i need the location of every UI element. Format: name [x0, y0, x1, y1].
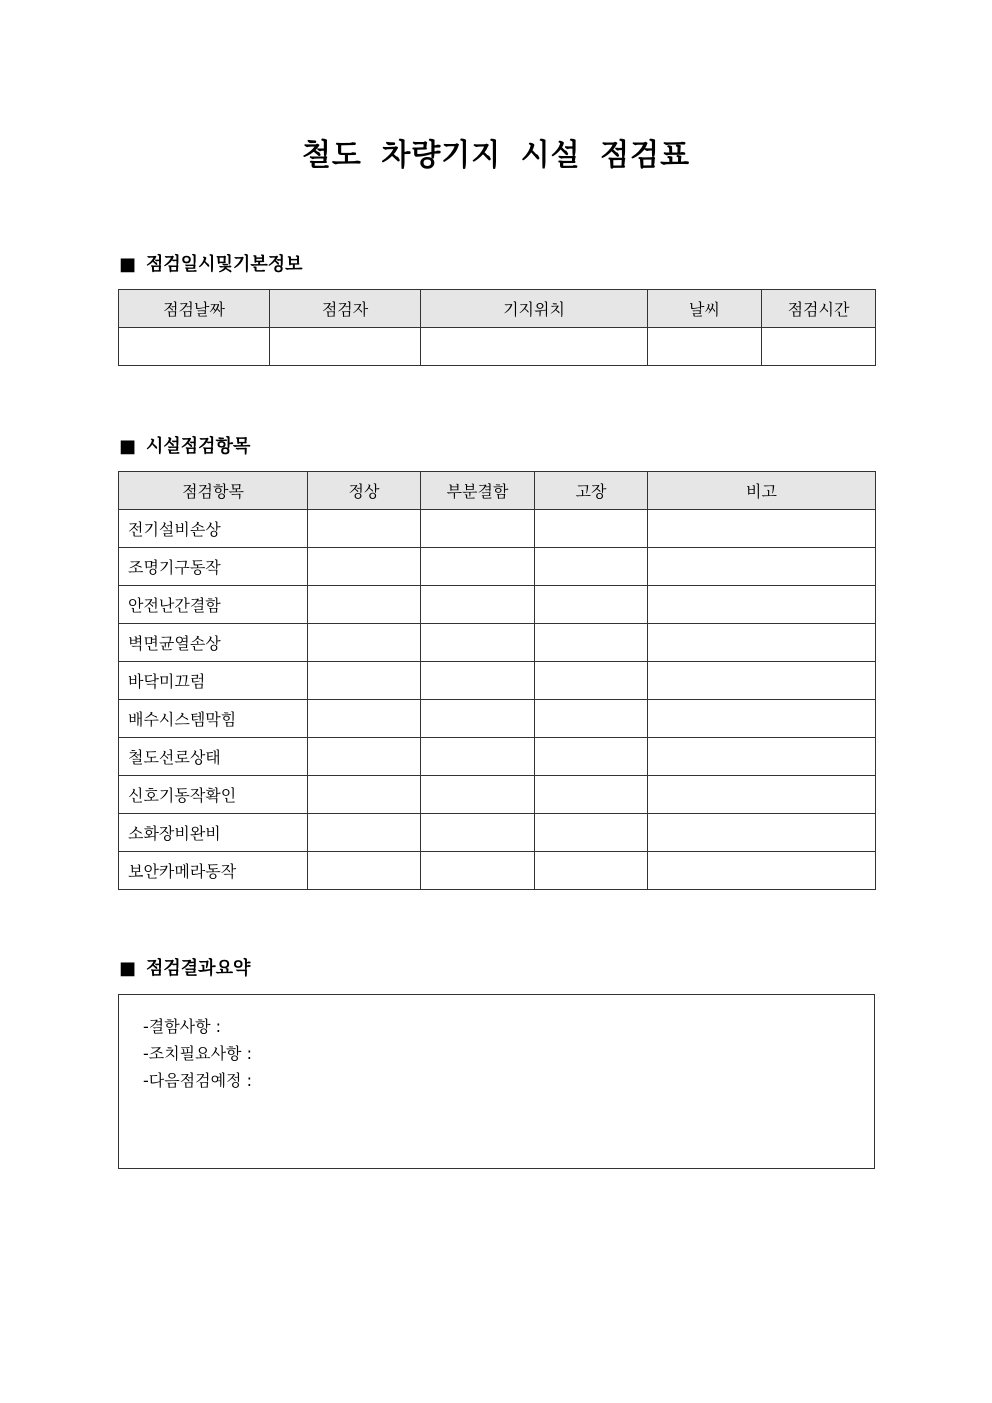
- check-item-name: 벽면균열손상: [119, 624, 308, 662]
- normal-cell[interactable]: [308, 624, 421, 662]
- section-heading-label: 점검일시및기본정보: [146, 254, 303, 275]
- partial-defect-cell[interactable]: [421, 662, 535, 700]
- normal-cell[interactable]: [308, 852, 421, 890]
- summary-line-actions: -조치필요사항 :: [143, 1044, 252, 1063]
- remarks-cell[interactable]: [648, 738, 876, 776]
- check-item-name: 안전난간결함: [119, 586, 308, 624]
- table-row: [119, 700, 876, 738]
- failure-cell[interactable]: [535, 700, 648, 738]
- partial-defect-cell[interactable]: [421, 586, 535, 624]
- square-bullet-icon: ■: [119, 254, 137, 275]
- table-row: [119, 814, 876, 852]
- partial-defect-cell[interactable]: [421, 814, 535, 852]
- section-heading-basic-info: [119, 253, 303, 277]
- partial-defect-cell[interactable]: [421, 738, 535, 776]
- column-header-weather: 날씨: [648, 290, 762, 328]
- inspector-cell[interactable]: [270, 328, 421, 366]
- table-row: [119, 586, 876, 624]
- table-row: [119, 776, 876, 814]
- failure-cell[interactable]: [535, 548, 648, 586]
- document-title: 철도 차량기지 시설 점검표: [301, 138, 691, 173]
- check-item-name: 바닥미끄럼: [119, 662, 308, 700]
- column-header-failure: 고장: [535, 472, 648, 510]
- failure-cell[interactable]: [535, 662, 648, 700]
- check-item-name: 전기설비손상: [119, 510, 308, 548]
- remarks-cell[interactable]: [648, 852, 876, 890]
- column-header-remarks: 비고: [648, 472, 876, 510]
- square-bullet-icon: ■: [119, 958, 137, 979]
- table-row: [119, 662, 876, 700]
- section-heading-label: 시설점검항목: [146, 436, 251, 457]
- failure-cell[interactable]: [535, 814, 648, 852]
- weather-cell[interactable]: [648, 328, 762, 366]
- column-header-inspector: 점검자: [270, 290, 421, 328]
- summary-box[interactable]: [118, 994, 875, 1169]
- column-header-location: 기지위치: [421, 290, 648, 328]
- remarks-cell[interactable]: [648, 624, 876, 662]
- normal-cell[interactable]: [308, 662, 421, 700]
- partial-defect-cell[interactable]: [421, 852, 535, 890]
- section-heading-label: 점검결과요약: [146, 958, 251, 979]
- remarks-cell[interactable]: [648, 548, 876, 586]
- table-row: [119, 624, 876, 662]
- normal-cell[interactable]: [308, 586, 421, 624]
- normal-cell[interactable]: [308, 738, 421, 776]
- time-cell[interactable]: [762, 328, 876, 366]
- remarks-cell[interactable]: [648, 814, 876, 852]
- partial-defect-cell[interactable]: [421, 510, 535, 548]
- remarks-cell[interactable]: [648, 586, 876, 624]
- check-item-name: 소화장비완비: [119, 814, 308, 852]
- table-row: [119, 510, 876, 548]
- table-row: [119, 328, 876, 366]
- location-cell[interactable]: [421, 328, 648, 366]
- check-item-name: 신호기동작확인: [119, 776, 308, 814]
- table-row: [119, 548, 876, 586]
- failure-cell[interactable]: [535, 852, 648, 890]
- table-header-row: [119, 290, 876, 328]
- section-heading-check-items: [119, 435, 250, 459]
- partial-defect-cell[interactable]: [421, 776, 535, 814]
- normal-cell[interactable]: [308, 548, 421, 586]
- failure-cell[interactable]: [535, 624, 648, 662]
- summary-lines: [143, 1013, 252, 1094]
- check-item-name: 조명기구동작: [119, 548, 308, 586]
- normal-cell[interactable]: [308, 700, 421, 738]
- failure-cell[interactable]: [535, 738, 648, 776]
- section-heading-summary: [119, 957, 250, 981]
- remarks-cell[interactable]: [648, 510, 876, 548]
- table-row: [119, 852, 876, 890]
- facility-check-table: [118, 471, 876, 890]
- square-bullet-icon: ■: [119, 436, 137, 457]
- failure-cell[interactable]: [535, 586, 648, 624]
- normal-cell[interactable]: [308, 814, 421, 852]
- table-header-row: [119, 472, 876, 510]
- failure-cell[interactable]: [535, 776, 648, 814]
- normal-cell[interactable]: [308, 776, 421, 814]
- column-header-normal: 정상: [308, 472, 421, 510]
- check-item-name: 보안카메라동작: [119, 852, 308, 890]
- partial-defect-cell[interactable]: [421, 548, 535, 586]
- column-header-item: 점검항목: [119, 472, 308, 510]
- basic-info-table: [118, 289, 876, 366]
- remarks-cell[interactable]: [648, 662, 876, 700]
- summary-line-defects: -결함사항 :: [143, 1017, 222, 1036]
- column-header-partial-defect: 부분결함: [421, 472, 535, 510]
- partial-defect-cell[interactable]: [421, 700, 535, 738]
- summary-line-next-inspection: -다음점검예정 :: [143, 1071, 252, 1090]
- partial-defect-cell[interactable]: [421, 624, 535, 662]
- remarks-cell[interactable]: [648, 776, 876, 814]
- table-row: [119, 738, 876, 776]
- date-cell[interactable]: [119, 328, 270, 366]
- check-item-name: 철도선로상태: [119, 738, 308, 776]
- column-header-time: 점검시간: [762, 290, 876, 328]
- normal-cell[interactable]: [308, 510, 421, 548]
- failure-cell[interactable]: [535, 510, 648, 548]
- column-header-date: 점검날짜: [119, 290, 270, 328]
- remarks-cell[interactable]: [648, 700, 876, 738]
- check-item-name: 배수시스템막힘: [119, 700, 308, 738]
